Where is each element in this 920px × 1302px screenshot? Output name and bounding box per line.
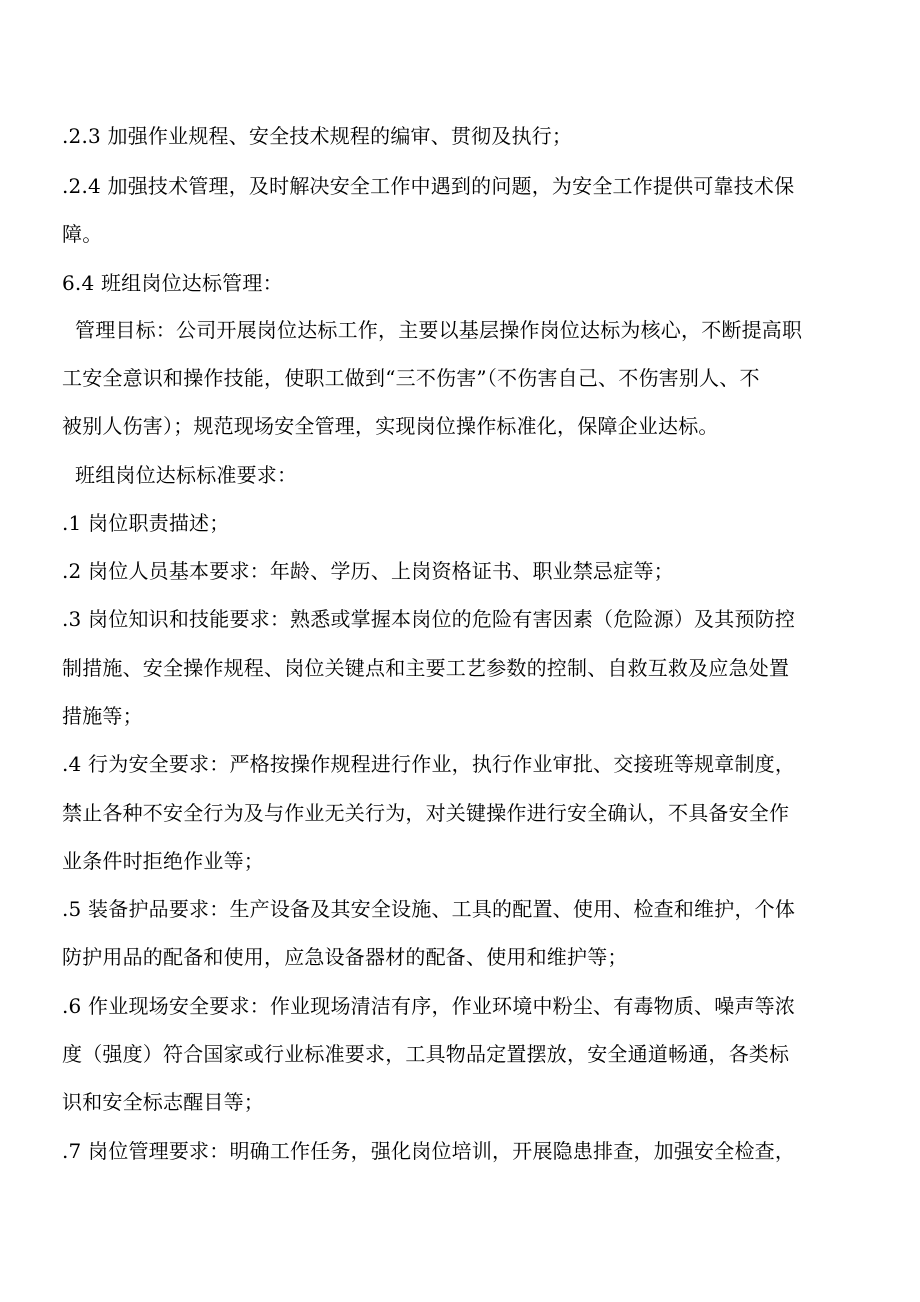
text-line: 措施等； <box>62 704 143 728</box>
list-item: .7 岗位管理要求：明确工作任务，强化岗位培训，开展隐患排查，加强安全检查， <box>62 1139 796 1163</box>
text-line: .2.4 加强技术管理，及时解决安全工作中遇到的问题，为安全工作提供可靠技术保 <box>62 174 795 198</box>
list-item: .2 岗位人员基本要求：年龄、学历、上岗资格证书、职业禁忌症等； <box>62 559 674 583</box>
text-line: 障。 <box>62 222 103 246</box>
list-item: .3 岗位知识和技能要求：熟悉或掌握本岗位的危险有害因素（危险源）及其预防控 <box>62 607 796 631</box>
text-line: 防护用品的配备和使用，应急设备器材的配备、使用和维护等； <box>62 945 628 969</box>
list-item: .1 岗位职责描述； <box>62 511 230 535</box>
text-line: 度（强度）符合国家或行业标准要求，工具物品定置摆放，安全通道畅通，各类标 <box>62 1042 790 1066</box>
section-heading: 6.4 班组岗位达标管理： <box>62 271 283 295</box>
text-line: 班组岗位达标标准要求： <box>75 463 298 487</box>
text-line: 业条件时拒绝作业等； <box>62 849 264 873</box>
list-item: .4 行为安全要求：严格按操作规程进行作业，执行作业审批、交接班等规章制度， <box>62 752 796 776</box>
text-line: 禁止各种不安全行为及与作业无关行为，对关键操作进行安全确认，不具备安全作 <box>62 801 790 825</box>
text-line: 管理目标：公司开展岗位达标工作，主要以基层操作岗位达标为核心，不断提高职 <box>75 318 803 342</box>
text-line: 制措施、安全操作规程、岗位关键点和主要工艺参数的控制、自救互救及应急处置 <box>62 656 790 680</box>
text-line: 被别人伤害）；规范现场安全管理，实现岗位操作标准化，保障企业达标。 <box>62 414 719 438</box>
list-item: .6 作业现场安全要求：作业现场清洁有序，作业环境中粉尘、有毒物质、噪声等浓 <box>62 994 796 1018</box>
text-line: 识和安全标志醒目等； <box>62 1090 264 1114</box>
text-line: 工安全意识和操作技能，使职工做到“三不伤害”（不伤害自己、不伤害别人、不 <box>62 366 760 390</box>
text-line: .2.3 加强作业规程、安全技术规程的编审、贯彻及执行； <box>62 124 573 148</box>
list-item: .5 装备护品要求：生产设备及其安全设施、工具的配置、使用、检查和维护，个体 <box>62 897 796 921</box>
